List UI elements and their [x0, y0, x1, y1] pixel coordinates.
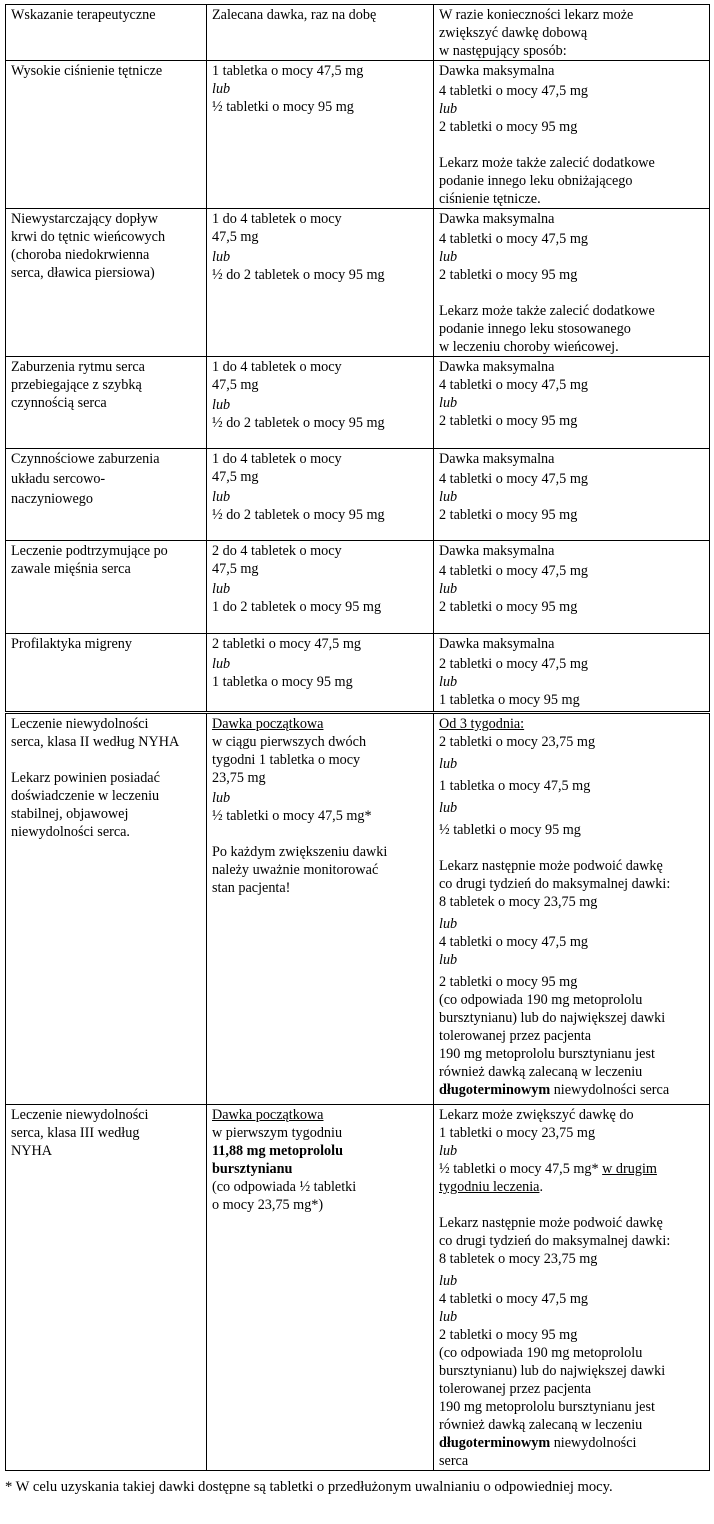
header-line: w następujący sposób:	[439, 43, 567, 59]
indication-text: (choroba niedokrwienna	[11, 247, 150, 263]
indication-text: serca, klasa II według NYHA	[11, 734, 180, 750]
dose-line: 4 tabletki o mocy 47,5 mg	[439, 563, 588, 579]
dose-cell	[207, 357, 434, 449]
max-dose-label: Dawka maksymalna	[439, 543, 555, 559]
dose-line: w ciągu pierwszych dwóch	[212, 734, 367, 750]
or-label: lub	[439, 101, 458, 117]
dose-line: 1 tabletki o mocy 23,75 mg	[439, 1125, 596, 1141]
increase-cell	[434, 61, 710, 209]
indication-text: Leczenie niewydolności	[11, 716, 149, 732]
or-label: lub	[439, 489, 458, 505]
or-label: lub	[439, 395, 458, 411]
or-label: lub	[212, 656, 231, 672]
header-dose-increase	[434, 5, 710, 61]
dose-cell	[207, 209, 434, 357]
dose-line: 1 tabletka o mocy 47,5 mg	[212, 63, 364, 79]
or-label: lub	[439, 952, 458, 968]
dose-line	[439, 1160, 704, 1178]
indication-note: stabilnej, objawowej	[11, 806, 129, 822]
dose-line: 4 tabletki o mocy 47,5 mg	[439, 377, 588, 393]
or-label: lub	[212, 581, 231, 597]
dose-line: 47,5 mg	[212, 377, 259, 393]
header-line: zwiększyć dawkę dobową	[439, 25, 588, 41]
dose-line: 4 tabletki o mocy 47,5 mg	[439, 83, 588, 99]
indication-note: Lekarz powinien posiadać	[11, 770, 160, 786]
indication-note: niewydolności serca.	[11, 824, 130, 840]
increase-cell	[434, 541, 710, 634]
dose-line: 2 do 4 tabletek o mocy	[212, 543, 342, 559]
dose-text: ½ tabletki o mocy 47,5 mg*	[439, 1161, 603, 1177]
increase-cell	[434, 449, 710, 541]
dose-line: 47,5 mg	[212, 229, 259, 245]
table-row	[6, 634, 710, 712]
note-line	[439, 1081, 704, 1099]
dose-line: 4 tabletki o mocy 47,5 mg	[439, 231, 588, 247]
dose-line: 4 tabletki o mocy 47,5 mg	[439, 1291, 588, 1307]
note-line: tolerowanej przez pacjenta	[439, 1381, 592, 1397]
or-label: lub	[439, 756, 458, 772]
or-label: lub	[439, 581, 458, 597]
indication-text: układu sercowo-	[11, 471, 106, 487]
note-line	[439, 1434, 704, 1452]
or-label: lub	[439, 1309, 458, 1325]
dose-line: 8 tabletek o mocy 23,75 mg	[439, 894, 598, 910]
dose-line: ½ tabletki o mocy 95 mg	[439, 822, 581, 838]
dose-line: 1 do 4 tabletek o mocy	[212, 451, 342, 467]
dose-line: tygodni 1 tabletka o mocy	[212, 752, 361, 768]
dose-line: 47,5 mg	[212, 561, 259, 577]
note-line: co drugi tydzień do maksymalnej dawki:	[439, 876, 671, 892]
dose-line	[439, 1178, 704, 1196]
indication-text: przebiegające z szybką	[11, 377, 142, 393]
second-week-emphasis: w drugim	[602, 1161, 657, 1177]
dose-line: 2 tabletki o mocy 95 mg	[439, 267, 578, 283]
indication-note: doświadczenie w leczeniu	[11, 788, 160, 804]
or-label: lub	[439, 1273, 458, 1289]
long-term-emphasis: długoterminowym	[439, 1082, 551, 1098]
dose-line: 2 tabletki o mocy 95 mg	[439, 974, 578, 990]
warning-line: Po każdym zwiększeniu dawki	[212, 844, 388, 860]
dose-line: ½ do 2 tabletek o mocy 95 mg	[212, 507, 385, 523]
increase-cell	[434, 714, 710, 1105]
note-line: w leczeniu choroby wieńcowej.	[439, 339, 619, 355]
dose-cell	[207, 1105, 434, 1471]
note-line: 190 mg metoprololu bursztynianu jest	[439, 1046, 655, 1062]
note-line: Lekarz może zwiększyć dawkę do	[439, 1107, 634, 1123]
dose-line: 2 tabletki o mocy 23,75 mg	[439, 734, 596, 750]
indication-cell	[6, 714, 207, 1105]
increase-cell	[434, 634, 710, 712]
max-dose-label: Dawka maksymalna	[439, 359, 555, 375]
dose-line: ½ do 2 tabletek o mocy 95 mg	[212, 415, 385, 431]
dose-cell	[207, 61, 434, 209]
note-line: bursztynianu) lub do największej dawki	[439, 1363, 666, 1379]
dose-cell	[207, 541, 434, 634]
dose-line: 1 tabletka o mocy 95 mg	[439, 692, 580, 708]
table-row	[6, 541, 710, 634]
table-header-row	[6, 5, 710, 61]
or-label: lub	[439, 1143, 458, 1159]
indication-text: naczyniowego	[11, 491, 93, 507]
indication-text: serca, dławica piersiowa)	[11, 265, 155, 281]
or-label: lub	[212, 489, 231, 505]
indication-cell	[6, 357, 207, 449]
note-line: ciśnienie tętnicze.	[439, 191, 541, 207]
dose-line-bold: 11,88 mg metoprololu	[212, 1143, 343, 1159]
dose-line-bold: bursztynianu	[212, 1161, 293, 1177]
increase-cell	[434, 1105, 710, 1471]
indication-text: krwi do tętnic wieńcowych	[11, 229, 166, 245]
indication-cell	[6, 1105, 207, 1471]
note-text: niewydolności	[550, 1435, 637, 1451]
warning-line: należy uważnie monitorować	[212, 862, 379, 878]
dose-line: 1 do 4 tabletek o mocy	[212, 359, 342, 375]
increase-cell	[434, 357, 710, 449]
table-row	[6, 357, 710, 449]
dose-line: 23,75 mg	[212, 770, 266, 786]
header-line: W razie konieczności lekarz może	[439, 7, 634, 23]
note-line: również dawką zalecaną w leczeniu	[439, 1064, 643, 1080]
period: .	[539, 1179, 544, 1195]
indication-cell	[6, 209, 207, 357]
indication-text: serca, klasa III według	[11, 1125, 140, 1141]
indication-text: Niewystarczający dopływ	[11, 211, 158, 227]
table-row	[6, 209, 710, 357]
note-line: Lekarz następnie może podwoić dawkę	[439, 1215, 663, 1231]
max-dose-label: Dawka maksymalna	[439, 636, 555, 652]
indication-cell	[6, 449, 207, 541]
note-line: Lekarz może także zalecić dodatkowe	[439, 303, 655, 319]
note-line: podanie innego leku obniżającego	[439, 173, 633, 189]
dose-line: 4 tabletki o mocy 47,5 mg	[439, 471, 588, 487]
max-dose-label: Dawka maksymalna	[439, 63, 555, 79]
footnote: * W celu uzyskania takiej dawki dostępne są tabletki o przedłużonym uwalnianiu o odpowiedniej mocy.	[5, 1479, 613, 1495]
second-week-emphasis: tygodniu leczenia	[439, 1179, 540, 1195]
table-row	[6, 714, 710, 1105]
table-row	[6, 1105, 710, 1471]
note-line: serca	[439, 1453, 469, 1469]
note-line: Lekarz może także zalecić dodatkowe	[439, 155, 655, 171]
max-dose-label: Dawka maksymalna	[439, 451, 555, 467]
indication-text: Leczenie niewydolności	[11, 1107, 149, 1123]
increase-cell	[434, 209, 710, 357]
note-line: (co odpowiada 190 mg metoprololu	[439, 1345, 643, 1361]
warning-line: stan pacjenta!	[212, 880, 291, 896]
note-line: (co odpowiada 190 mg metoprololu	[439, 992, 643, 1008]
dose-line: ½ tabletki o mocy 47,5 mg*	[212, 808, 372, 824]
dose-line: 1 do 2 tabletek o mocy 95 mg	[212, 599, 382, 615]
note-line: Lekarz następnie może podwoić dawkę	[439, 858, 663, 874]
table-row	[6, 449, 710, 541]
note-line: bursztynianu) lub do największej dawki	[439, 1010, 666, 1026]
dose-cell	[207, 634, 434, 712]
initial-dose-label: Dawka początkowa	[212, 1107, 324, 1123]
or-label: lub	[212, 249, 231, 265]
dose-cell	[207, 449, 434, 541]
indication-cell	[6, 541, 207, 634]
dose-line: 2 tabletki o mocy 95 mg	[439, 413, 578, 429]
indication-text: Leczenie podtrzymujące po	[11, 543, 168, 559]
dose-line: 4 tabletki o mocy 47,5 mg	[439, 934, 588, 950]
indication-text: Zaburzenia rytmu serca	[11, 359, 145, 375]
header-indication: Wskazanie terapeutyczne	[6, 5, 207, 61]
indication-text: Czynnościowe zaburzenia	[11, 451, 160, 467]
dose-line: o mocy 23,75 mg*)	[212, 1197, 324, 1213]
dose-line: 8 tabletek o mocy 23,75 mg	[439, 1251, 598, 1267]
initial-dose-label: Dawka początkowa	[212, 716, 324, 732]
from-week-3-label: Od 3 tygodnia:	[439, 716, 525, 732]
max-dose-label: Dawka maksymalna	[439, 211, 555, 227]
dose-line: 1 tabletka o mocy 95 mg	[212, 674, 353, 690]
or-label: lub	[212, 790, 231, 806]
or-label: lub	[439, 916, 458, 932]
dose-line: (co odpowiada ½ tabletki	[212, 1179, 357, 1195]
indication-text: NYHA	[11, 1143, 52, 1159]
dose-line: 1 tabletka o mocy 47,5 mg	[439, 778, 591, 794]
header-recommended-dose: Zalecana dawka, raz na dobę	[207, 5, 434, 61]
dose-line: 2 tabletki o mocy 95 mg	[439, 119, 578, 135]
note-line: co drugi tydzień do maksymalnej dawki:	[439, 1233, 671, 1249]
dose-line: 2 tabletki o mocy 95 mg	[439, 507, 578, 523]
dose-line: 1 do 4 tabletek o mocy	[212, 211, 342, 227]
dose-line: 2 tabletki o mocy 95 mg	[439, 1327, 578, 1343]
or-label: lub	[439, 674, 458, 690]
table-row	[6, 61, 710, 209]
or-label: lub	[212, 397, 231, 413]
dose-line: ½ do 2 tabletek o mocy 95 mg	[212, 267, 385, 283]
note-line: również dawką zalecaną w leczeniu	[439, 1417, 643, 1433]
indication-text: Profilaktyka migreny	[11, 636, 132, 652]
indication-text: czynnością serca	[11, 395, 107, 411]
dose-line: 2 tabletki o mocy 47,5 mg	[212, 636, 361, 652]
or-label: lub	[439, 249, 458, 265]
indication-cell	[6, 634, 207, 712]
dose-line: 47,5 mg	[212, 469, 259, 485]
note-line: 190 mg metoprololu bursztynianu jest	[439, 1399, 655, 1415]
dose-cell	[207, 714, 434, 1105]
dosage-table-general	[5, 4, 710, 712]
note-line: podanie innego leku stosowanego	[439, 321, 631, 337]
indication-text: zawale mięśnia serca	[11, 561, 131, 577]
long-term-emphasis: długoterminowym	[439, 1435, 551, 1451]
or-label: lub	[212, 81, 231, 97]
dosage-table-heart-failure	[5, 713, 710, 1471]
dose-line: 2 tabletki o mocy 47,5 mg	[439, 656, 588, 672]
dose-line: 2 tabletki o mocy 95 mg	[439, 599, 578, 615]
indication-text: Wysokie ciśnienie tętnicze	[11, 63, 163, 79]
dose-line: ½ tabletki o mocy 95 mg	[212, 99, 354, 115]
note-text: niewydolności serca	[550, 1082, 670, 1098]
note-line: tolerowanej przez pacjenta	[439, 1028, 592, 1044]
or-label: lub	[439, 800, 458, 816]
indication-cell	[6, 61, 207, 209]
dose-line: w pierwszym tygodniu	[212, 1125, 343, 1141]
